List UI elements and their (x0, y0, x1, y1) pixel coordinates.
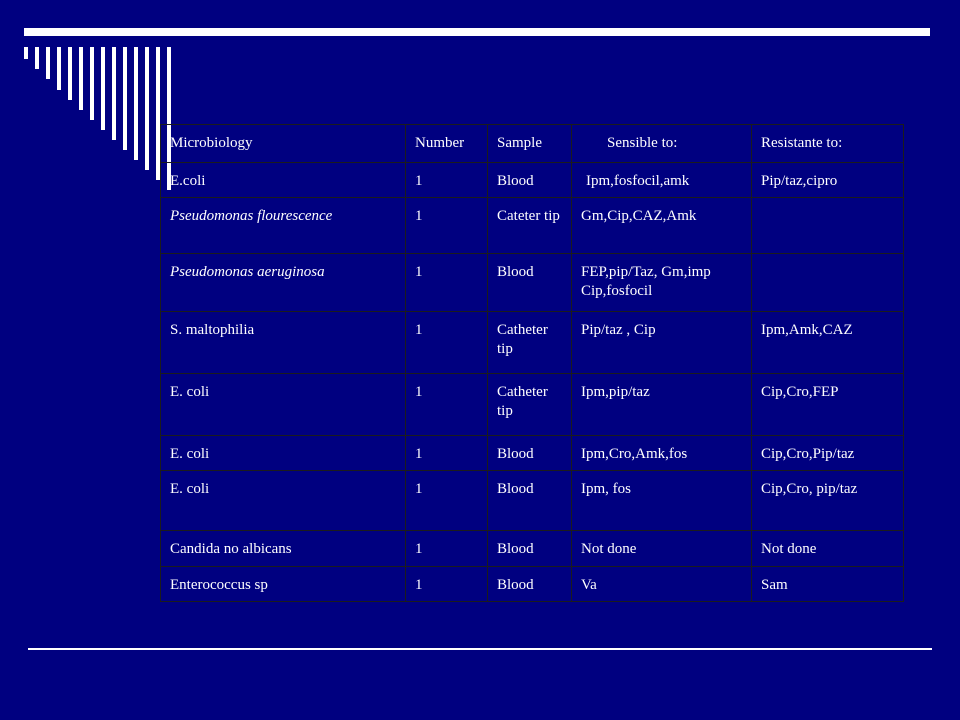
header-number: Number (406, 125, 488, 163)
header-sensible-to: Sensible to: (572, 125, 752, 163)
microbiology-table (160, 124, 904, 602)
top-bar-decoration (24, 28, 930, 36)
stripe-decoration (90, 47, 94, 120)
table-row (161, 436, 904, 471)
table-row (161, 254, 904, 312)
cell-sensible: Va (572, 567, 752, 602)
cell-sample: Blood (488, 531, 572, 567)
cell-resistant: Pip/taz,cipro (752, 163, 904, 198)
stripe-decoration (46, 47, 50, 79)
cell-sample: Blood (488, 436, 572, 471)
cell-sensible: Not done (572, 531, 752, 567)
cell-organism: Pseudomonas flourescence (161, 198, 406, 254)
cell-resistant: Cip,Cro, pip/taz (752, 471, 904, 531)
cell-sensible: Gm,Cip,CAZ,Amk (572, 198, 752, 254)
cell-number: 1 (406, 254, 488, 312)
cell-number: 1 (406, 163, 488, 198)
table-row (161, 531, 904, 567)
stripe-decoration (24, 47, 28, 59)
cell-number: 1 (406, 567, 488, 602)
cell-resistant (752, 254, 904, 312)
cell-number: 1 (406, 471, 488, 531)
stripe-decoration (112, 47, 116, 140)
cell-sample: Blood (488, 163, 572, 198)
cell-resistant: Sam (752, 567, 904, 602)
cell-sensible: Ipm,fosfocil,amk (572, 163, 752, 198)
stripe-decoration (79, 47, 83, 110)
cell-sample: Cateter tip (488, 198, 572, 254)
cell-organism: Candida no albicans (161, 531, 406, 567)
table-row (161, 471, 904, 531)
cell-organism: E. coli (161, 471, 406, 531)
stripe-decoration (145, 47, 149, 170)
cell-sample: Blood (488, 471, 572, 531)
cell-resistant: Ipm,Amk,CAZ (752, 312, 904, 374)
cell-organism: E. coli (161, 436, 406, 471)
cell-sensible: Ipm, fos (572, 471, 752, 531)
cell-number: 1 (406, 531, 488, 567)
cell-number: 1 (406, 312, 488, 374)
stripe-decoration (57, 47, 61, 90)
bottom-divider-line (28, 648, 932, 650)
table-row (161, 163, 904, 198)
cell-organism: Enterococcus sp (161, 567, 406, 602)
table-row (161, 567, 904, 602)
cell-sample: Catheter tip (488, 374, 572, 436)
table-header-row (161, 125, 904, 163)
cell-sample: Blood (488, 567, 572, 602)
table-row (161, 312, 904, 374)
cell-resistant (752, 198, 904, 254)
stripe-decoration (68, 47, 72, 100)
stripe-decoration (35, 47, 39, 69)
header-microbiology: Microbiology (161, 125, 406, 163)
cell-resistant: Cip,Cro,Pip/taz (752, 436, 904, 471)
cell-sensible: FEP,pip/Taz, Gm,imp Cip,fosfocil (572, 254, 752, 312)
header-resistante-to: Resistante to: (752, 125, 904, 163)
cell-sensible: Pip/taz , Cip (572, 312, 752, 374)
cell-number: 1 (406, 436, 488, 471)
cell-sensible: Ipm,pip/taz (572, 374, 752, 436)
cell-organism: Pseudomonas aeruginosa (161, 254, 406, 312)
cell-sensible: Ipm,Cro,Amk,fos (572, 436, 752, 471)
cell-number: 1 (406, 374, 488, 436)
cell-organism: E.coli (161, 163, 406, 198)
table-row (161, 374, 904, 436)
stripe-decoration (123, 47, 127, 150)
cell-sample: Blood (488, 254, 572, 312)
stripe-decoration (134, 47, 138, 160)
cell-organism: S. maltophilia (161, 312, 406, 374)
stripe-decoration (101, 47, 105, 130)
cell-resistant: Not done (752, 531, 904, 567)
cell-resistant: Cip,Cro,FEP (752, 374, 904, 436)
cell-number: 1 (406, 198, 488, 254)
table-row (161, 198, 904, 254)
cell-sample: Catheter tip (488, 312, 572, 374)
header-sample: Sample (488, 125, 572, 163)
cell-organism: E. coli (161, 374, 406, 436)
